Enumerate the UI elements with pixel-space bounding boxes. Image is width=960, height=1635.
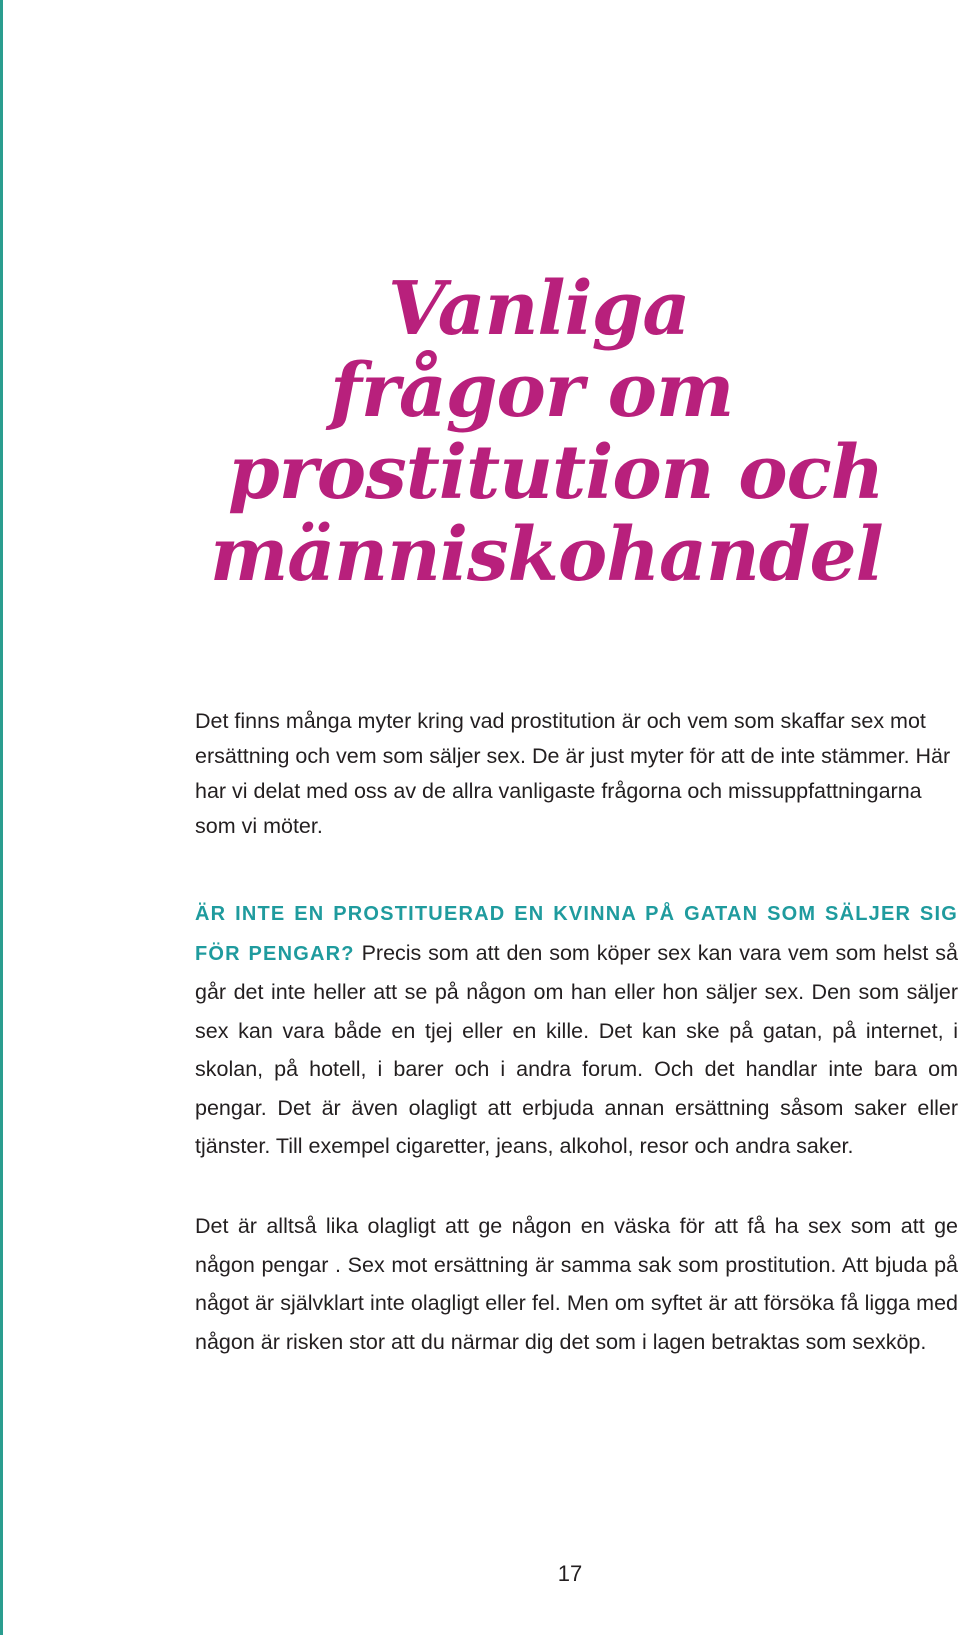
page-number: 17 [557, 1561, 583, 1586]
title-line-1: Vanliga [388, 266, 690, 352]
question-heading: ÄR INTE EN PROSTITUERAD EN KVINNA PÅ GATAN SOM SÄLJER SIG FÖR PENGAR? [195, 903, 958, 965]
title-line-4: människohandel [210, 512, 883, 598]
second-paragraph: Det är alltså lika olagligt att ge någon en väska för att få ha sex som att ge någon pengar . Sex mot ersättning är samma sak som prostitution. Att bjuda på något är självklart inte olagligt eller fel. Men om syftet är att försöka få ligga med någon är risken stor att du närmar dig det som i lagen betraktas som sexköp. [195, 1214, 958, 1354]
page-edge-rule [0, 0, 3, 1635]
title-line-3: prostitution och [228, 430, 884, 516]
answer-text: Precis som att den som köper sex kan vara vem som helst så går det inte heller att se på någon om han eller hon säljer sex. Den som säljer sex kan vara både en tjej eller en kille. Det kan ske på gatan, på internet, i skolan, på hotell, i barer och i andra forum. Och det handlar inte bara om pengar. Det är även olagligt att erbjuda annan ersättning såsom saker eller tjänster. Till exempel cigaretter, jeans, alkohol, resor och andra saker. [195, 940, 958, 1158]
title-line-2: frågor om [330, 348, 734, 434]
intro-paragraph: Det finns många myter kring vad prostitution är och vem som skaffar sex mot ersättning och vem som säljer sex. De är just myter för att de inte stämmer. Här har vi delat med oss av de allra vanligaste frågorna och missuppfattningarna som vi möter. [195, 709, 951, 838]
qa-paragraph [195, 894, 958, 1166]
page-title [200, 268, 960, 596]
